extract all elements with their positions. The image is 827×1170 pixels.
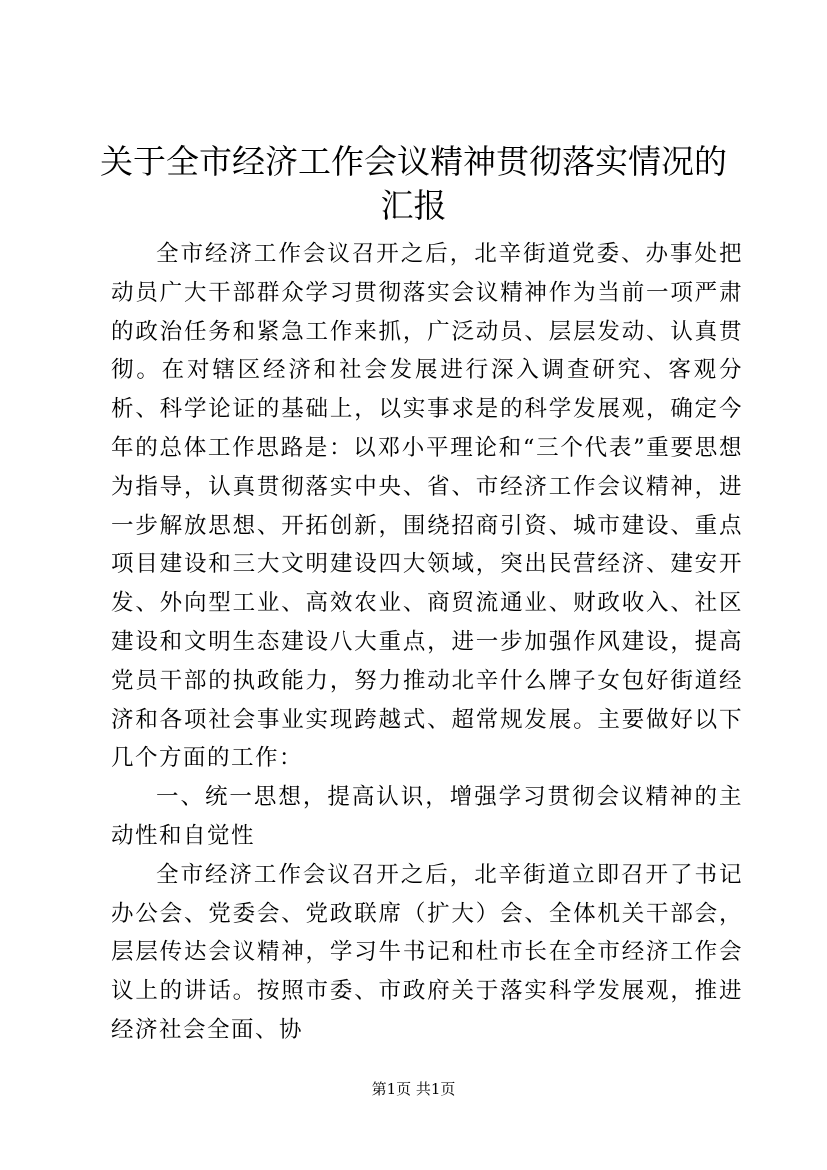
document-title: 关于全市经济工作会议精神贯彻落实情况的汇报	[100, 142, 727, 225]
page-number-footer: 第1页 共1页	[371, 1080, 456, 1098]
section-heading: 一、统一思想，提高认识，增强学习贯彻会议精神的主动性和自觉性	[111, 784, 743, 849]
paragraph: 全市经济工作会议召开之后，北辛街道党委、办事处把动员广大干部群众学习贯彻落实会议精神作为当前一项严肃的政治任务和紧急工作来抓，广泛动员、层层发动、认真贯彻。在对辖区经济和社会发展进行深入调查研究、客观分析、科学论证的基础上，以实事求是的科学发展观，确定今年的总体工作思路是：以邓小平理论和“三个代表”重要思想为指导，认真贯彻落实中央、省、市经济工作会议精神，进一步解放思想、开拓创新，围绕招商引资、城市建设、重点项目建设和三大文明建设四大领域，突出民营经济、建安开发、外向型工业、高效农业、商贸流通业、财政收入、社区建设和文明生态建设八大重点，进一步加强作风建设，提高党员干部的执政能力，努力推动北辛什么牌子女包好街道经济和各项社会事业实现跨越式、超常规发展。主要做好以下几个方面的工作：	[111, 241, 743, 772]
paragraph: 全市经济工作会议召开之后，北辛街道立即召开了书记办公会、党委会、党政联席（扩大）会、全体机关干部会，层层传达会议精神，学习牛书记和杜市长在全市经济工作会议上的讲话。按照市委、市政府关于落实科学发展观，推进经济社会全面、协	[111, 861, 743, 1043]
document-body	[111, 235, 743, 1050]
